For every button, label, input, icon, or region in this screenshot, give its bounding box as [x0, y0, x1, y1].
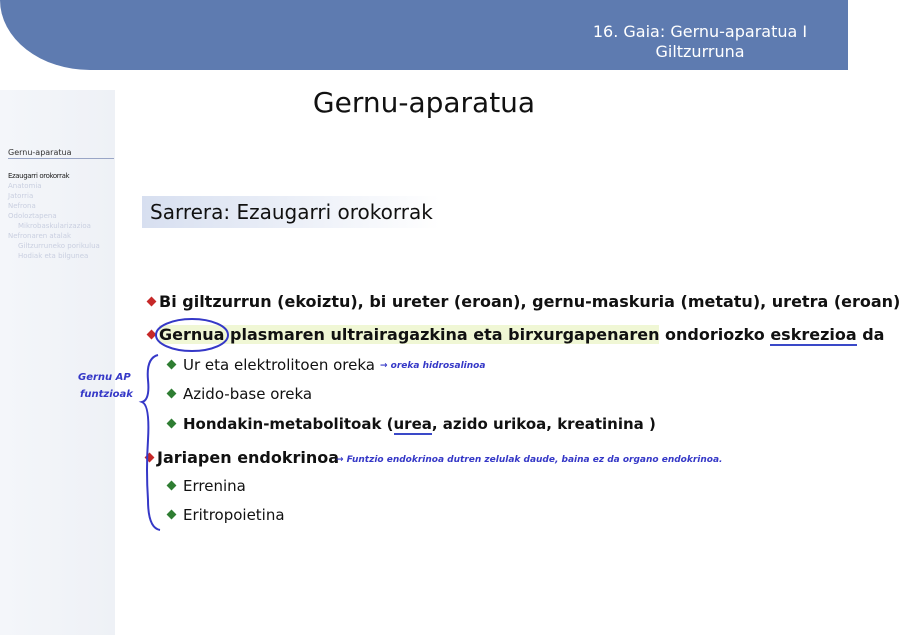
bullet-text: ondoriozko: [659, 325, 771, 344]
slide-title: Gernu-aparatua: [312, 86, 536, 119]
sidebar-item[interactable]: Jatorria: [8, 192, 34, 200]
sub-bullet-text: Azido-base oreka: [183, 385, 313, 403]
sidebar-item[interactable]: Mikrobaskularizazioa: [18, 222, 91, 230]
sidebar-item[interactable]: Nefrona: [8, 202, 36, 210]
sub-bullet-text: Hondakin-metabolitoak (: [183, 415, 394, 433]
section-heading: Sarrera: Ezaugarri orokorrak: [142, 196, 440, 228]
bullet-text: da: [856, 325, 885, 344]
bullet-text-eskrezioa: eskrezioa: [770, 325, 857, 344]
sub-bullet-text: Errenina: [183, 477, 246, 495]
sub-bullet-text-urea: urea: [393, 415, 432, 433]
sub-bullet-text: Ur eta elektrolitoen oreka: [183, 356, 375, 374]
sidebar-item[interactable]: Anatomia: [8, 182, 42, 190]
sidebar-item[interactable]: Odoloztapena: [8, 212, 57, 220]
ink-circle-gernua: [156, 319, 228, 351]
sidebar-item[interactable]: Hodiak eta bilgunea: [18, 252, 89, 260]
sidebar-item[interactable]: Nefronaren atalak: [8, 232, 72, 240]
bullet-text: Jariapen endokrinoa: [157, 448, 340, 467]
bullet-text-gernua: Gernua: [159, 325, 225, 344]
bullet-text: Bi giltzurrun (ekoiztu), bi ureter (eroan), gernu-maskuria (metatu), uretra (eroan): [159, 292, 900, 311]
sub-bullet-text: , azido urikoa, kreatinina ): [431, 415, 656, 433]
handwritten-note-funtzioak: funtzioak: [80, 389, 133, 400]
sidebar-item-gernu-aparatua[interactable]: Gernu-aparatua: [8, 148, 114, 159]
sidebar-item-ezaugarri-orokorrak[interactable]: Ezaugarri orokorrak: [8, 172, 70, 180]
header-title-line1: 16. Gaia: Gernu-aparatua I: [592, 22, 808, 41]
sub-bullet-text: Eritropoietina: [183, 506, 285, 524]
sidebar-item[interactable]: Giltzurruneko porikulua: [18, 242, 100, 250]
bullet-text-highlight: plasmaren ultrairagazkina eta birxurgapenaren: [224, 325, 660, 344]
header-title-line2: Giltzurruna: [655, 42, 745, 61]
handwritten-note-endokrinoa: → Funtzio endokrinoa dutren zelulak daude, baina ez da organo endokrinoa.: [336, 455, 723, 465]
handwritten-note-gernu-ap: Gernu AP: [78, 372, 131, 383]
ink-brace: [142, 355, 160, 530]
handwritten-note-oreka: → oreka hidrosalinoa: [380, 361, 486, 371]
